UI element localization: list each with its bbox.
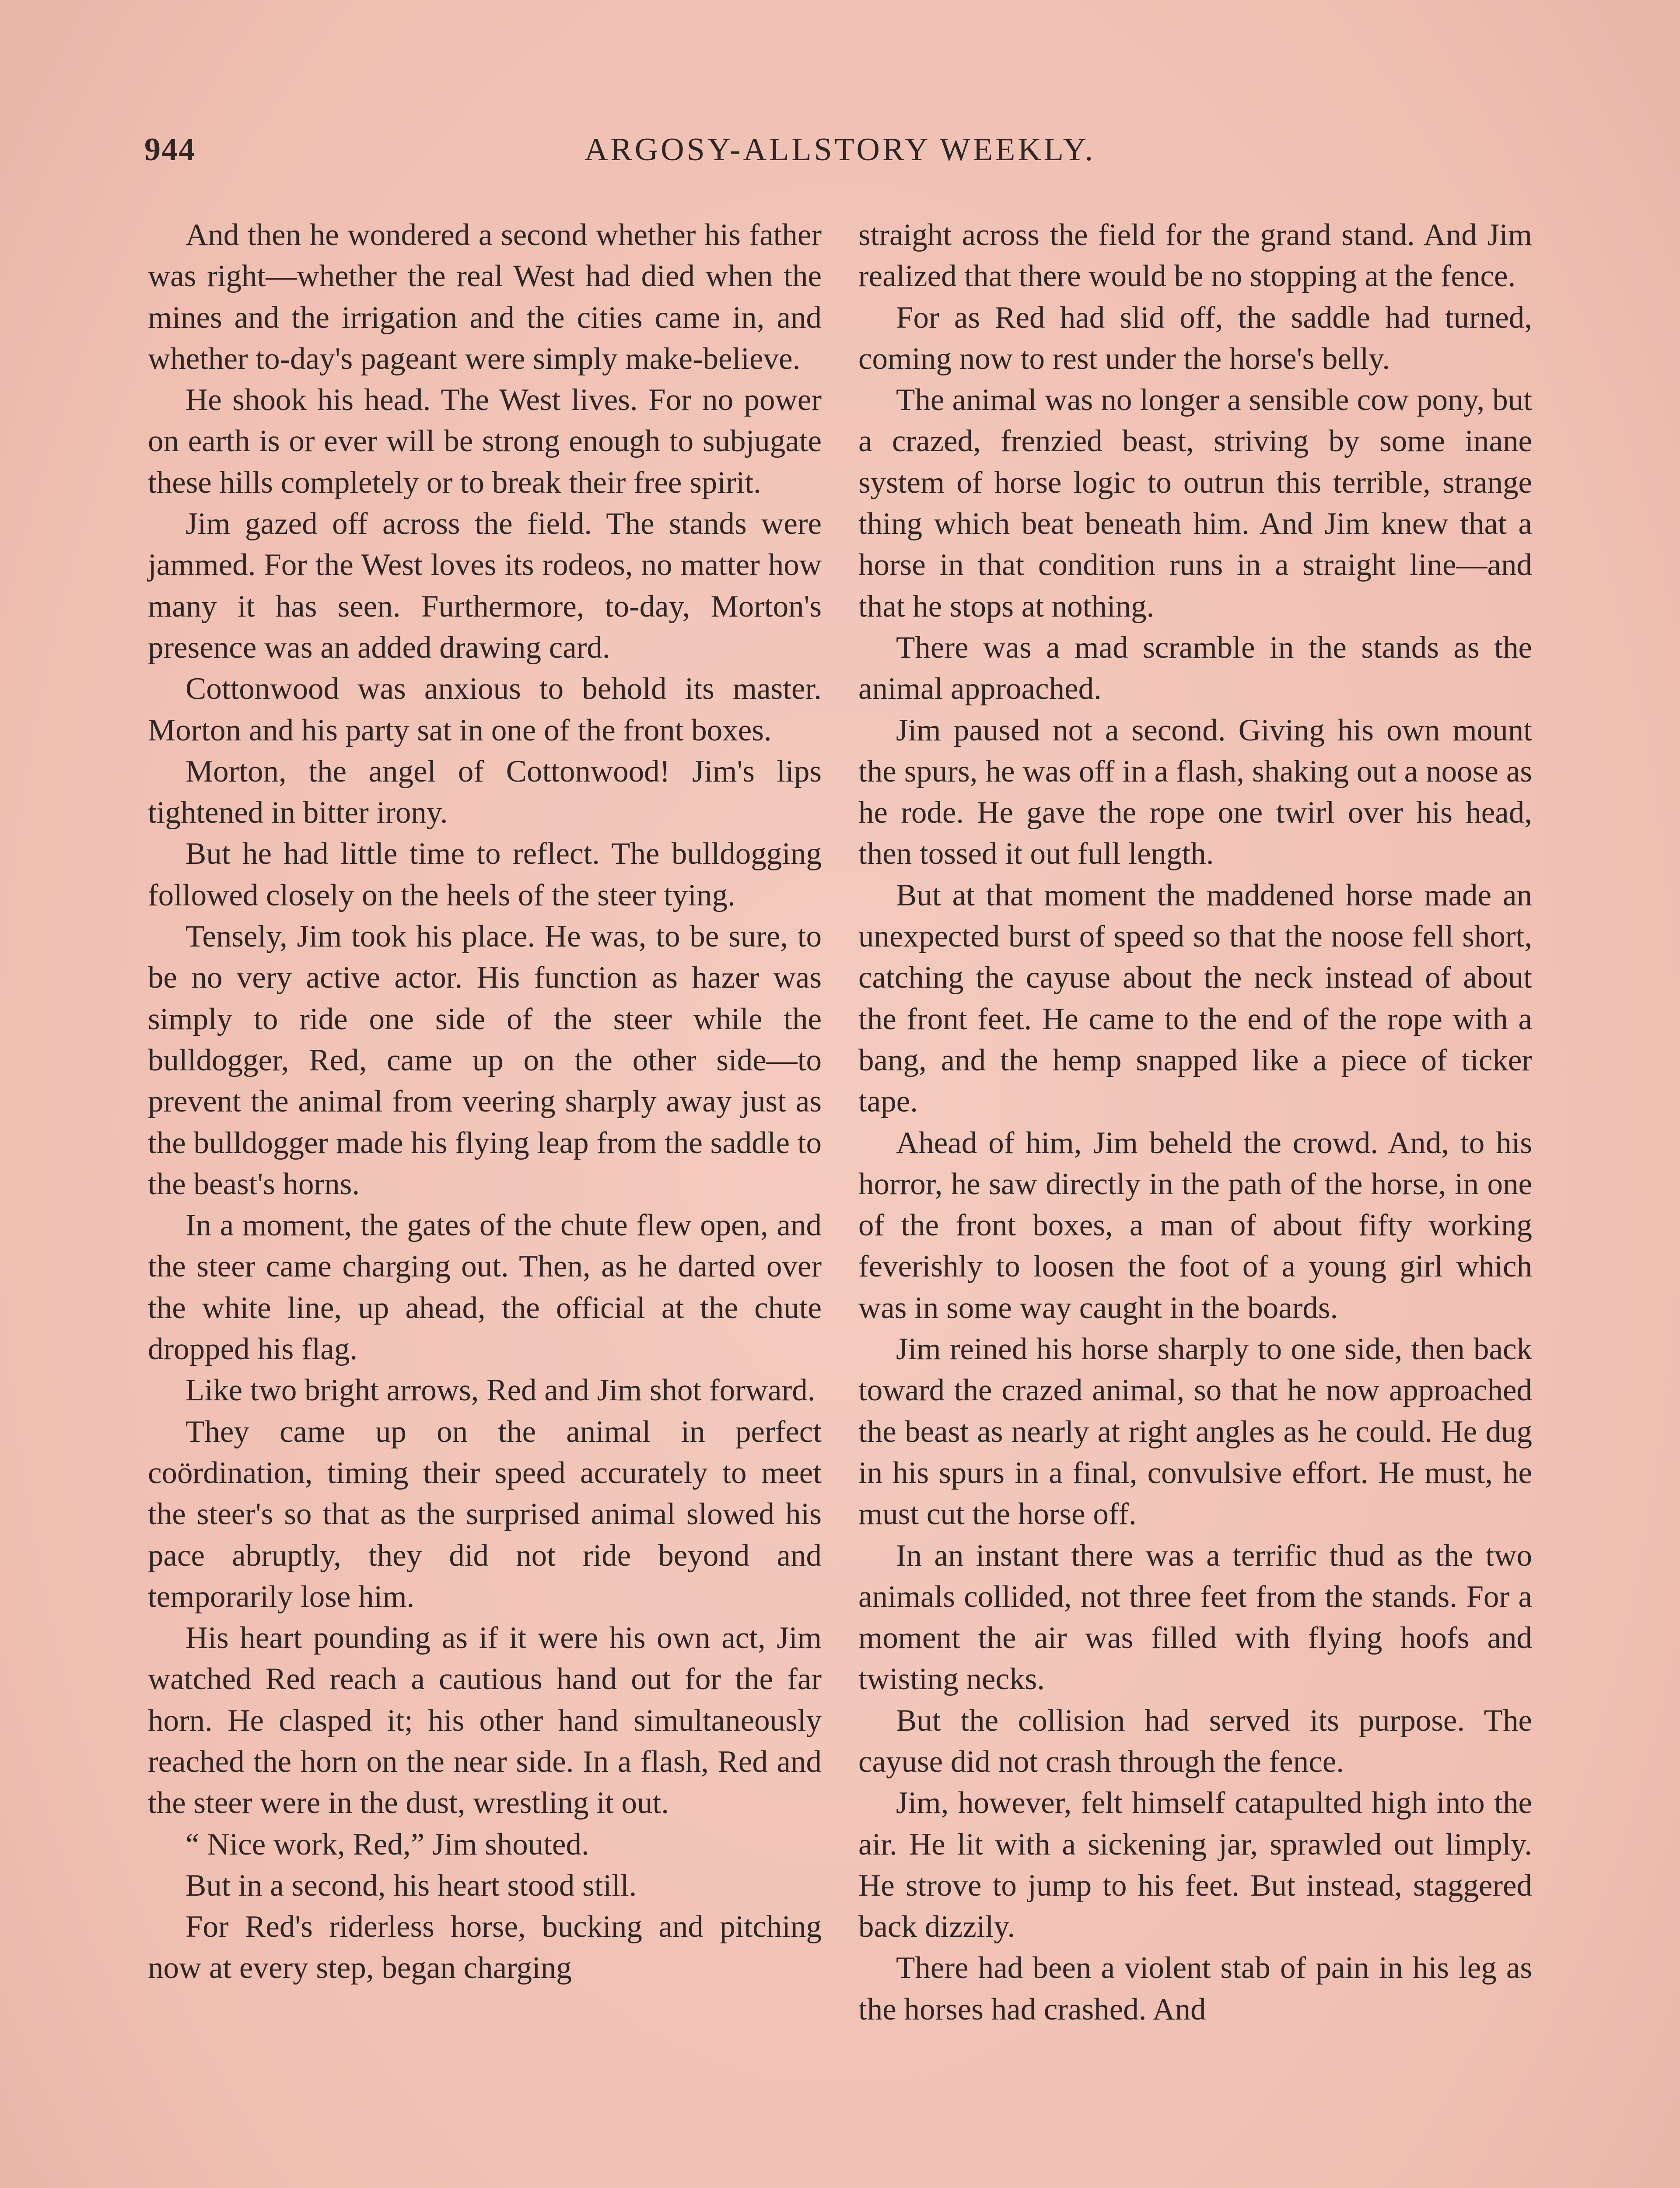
paragraph: His heart pounding as if it were his own act, Jim watched Red reach a cautious hand out for the far horn. He clasped it; his other hand simultaneously reached the horn on the near side. In a flash, Red and the steer were in the dust, wrestling it out. [148,1621,822,1820]
paragraph: But at that moment the maddened horse made an unexpected burst of speed so that the noose fell short, catching the cayuse about the neck instead of about the front feet. He came to the end of the rope with a bang, and the hemp snapped like a piece of ticker tape. [858,878,1532,1119]
paragraph: In a moment, the gates of the chute flew open, and the steer came charging out. Then, as he darted over the white line, up ahead, the official at the chute dropped his flag. [148,1208,822,1367]
paragraph: Jim paused not a second. Giving his own mount the spurs, he was off in a flash, shaking out a noose as he rode. He gave the rope one twirl over his head, then tossed it out full length. [858,713,1532,871]
left-text-column [148,214,822,1989]
right-text-column [858,214,1532,2030]
paragraph: But the collision had served its purpose. The cayuse did not crash through the fence. [858,1703,1532,1779]
paragraph: For as Red had slid off, the saddle had turned, coming now to rest under the horse's belly. [858,300,1532,376]
paragraph: He shook his head. The West lives. For no power on earth is or ever will be strong enough to subjugate these hills completely or to break their free spirit. [148,383,822,500]
paragraph: Tensely, Jim took his place. He was, to be sure, to be no very active actor. His function as hazer was simply to ride one side of the steer while the bulldogger, Red, came up on the other side—to prevent the animal from veering sharply away just as the bulldogger made his flying leap from the saddle to the beast's horns. [148,919,822,1201]
paragraph: Cottonwood was anxious to behold its master. Morton and his party sat in one of the front boxes. [148,672,822,747]
paragraph: “ Nice work, Red,” Jim shouted. [186,1827,589,1862]
paragraph: But he had little time to reflect. The bulldogging followed closely on the heels of the steer tying. [148,837,822,912]
paragraph: Morton, the angel of Cottonwood! Jim's lips tightened in bitter irony. [148,754,822,830]
running-head: ARGOSY-ALLSTORY WEEKLY. [584,132,1096,168]
paragraph: In an instant there was a terrific thud as the two animals collided, not three feet from the stands. For a moment the air was filled with flying hoofs and twisting necks. [858,1538,1532,1697]
paragraph: Jim gazed off across the field. The stands were jammed. For the West loves its rodeos, no matter how many it has seen. Furthermore, to-day, Morton's presence was an added drawing card. [148,507,822,665]
paragraph: Jim reined his horse sharply to one side, then back toward the crazed animal, so that he now approached the beast as nearly at right angles as he could. He dug in his spurs in a final, convulsive effort. He must, he must cut the horse off. [858,1332,1532,1532]
paragraph: Jim, however, felt himself catapulted high into the air. He lit with a sickening jar, sprawled out limply. He strove to jump to his feet. But instead, staggered back dizzily. [858,1786,1532,1944]
paragraph: For Red's riderless horse, bucking and pitching now at every step, began charging [148,1910,822,1985]
page-number: 944 [144,132,196,168]
paragraph: And then he wondered a second whether his father was right—whether the real West had died when the mines and the irrigation and the cities came in, and whether to-day's pageant were simply make-believe. [148,218,822,376]
paragraph: Ahead of him, Jim beheld the crowd. And, to his horror, he saw directly in the path of the horse, in one of the front boxes, a man of about fifty working feverishly to loosen the foot of a young girl which was in some way caught in the boards. [858,1126,1532,1325]
paragraph: The animal was no longer a sensible cow pony, but a crazed, frenzied beast, striving by some inane system of horse logic to outrun this terrible, strange thing which beat beneath him. And Jim knew that a horse in that condition runs in a straight line—and that he stops at nothing. [858,383,1532,624]
paragraph: They came up on the animal in perfect coördination, timing their speed accurately to meet the steer's so that as the surprised animal slowed his pace abruptly, they did not ride beyond and temporarily lose him. [148,1414,822,1614]
paragraph: There was a mad scramble in the stands as the animal approached. [858,630,1532,706]
paragraph: straight across the field for the grand stand. And Jim realized that there would be no stopping at the fence. [858,218,1532,294]
paragraph: Like two bright arrows, Red and Jim shot forward. [186,1373,816,1408]
paragraph: There had been a violent stab of pain in his leg as the horses had crashed. And [858,1951,1532,2027]
page-header [144,131,1536,179]
paragraph: But in a second, his heart stood still. [186,1868,637,1903]
